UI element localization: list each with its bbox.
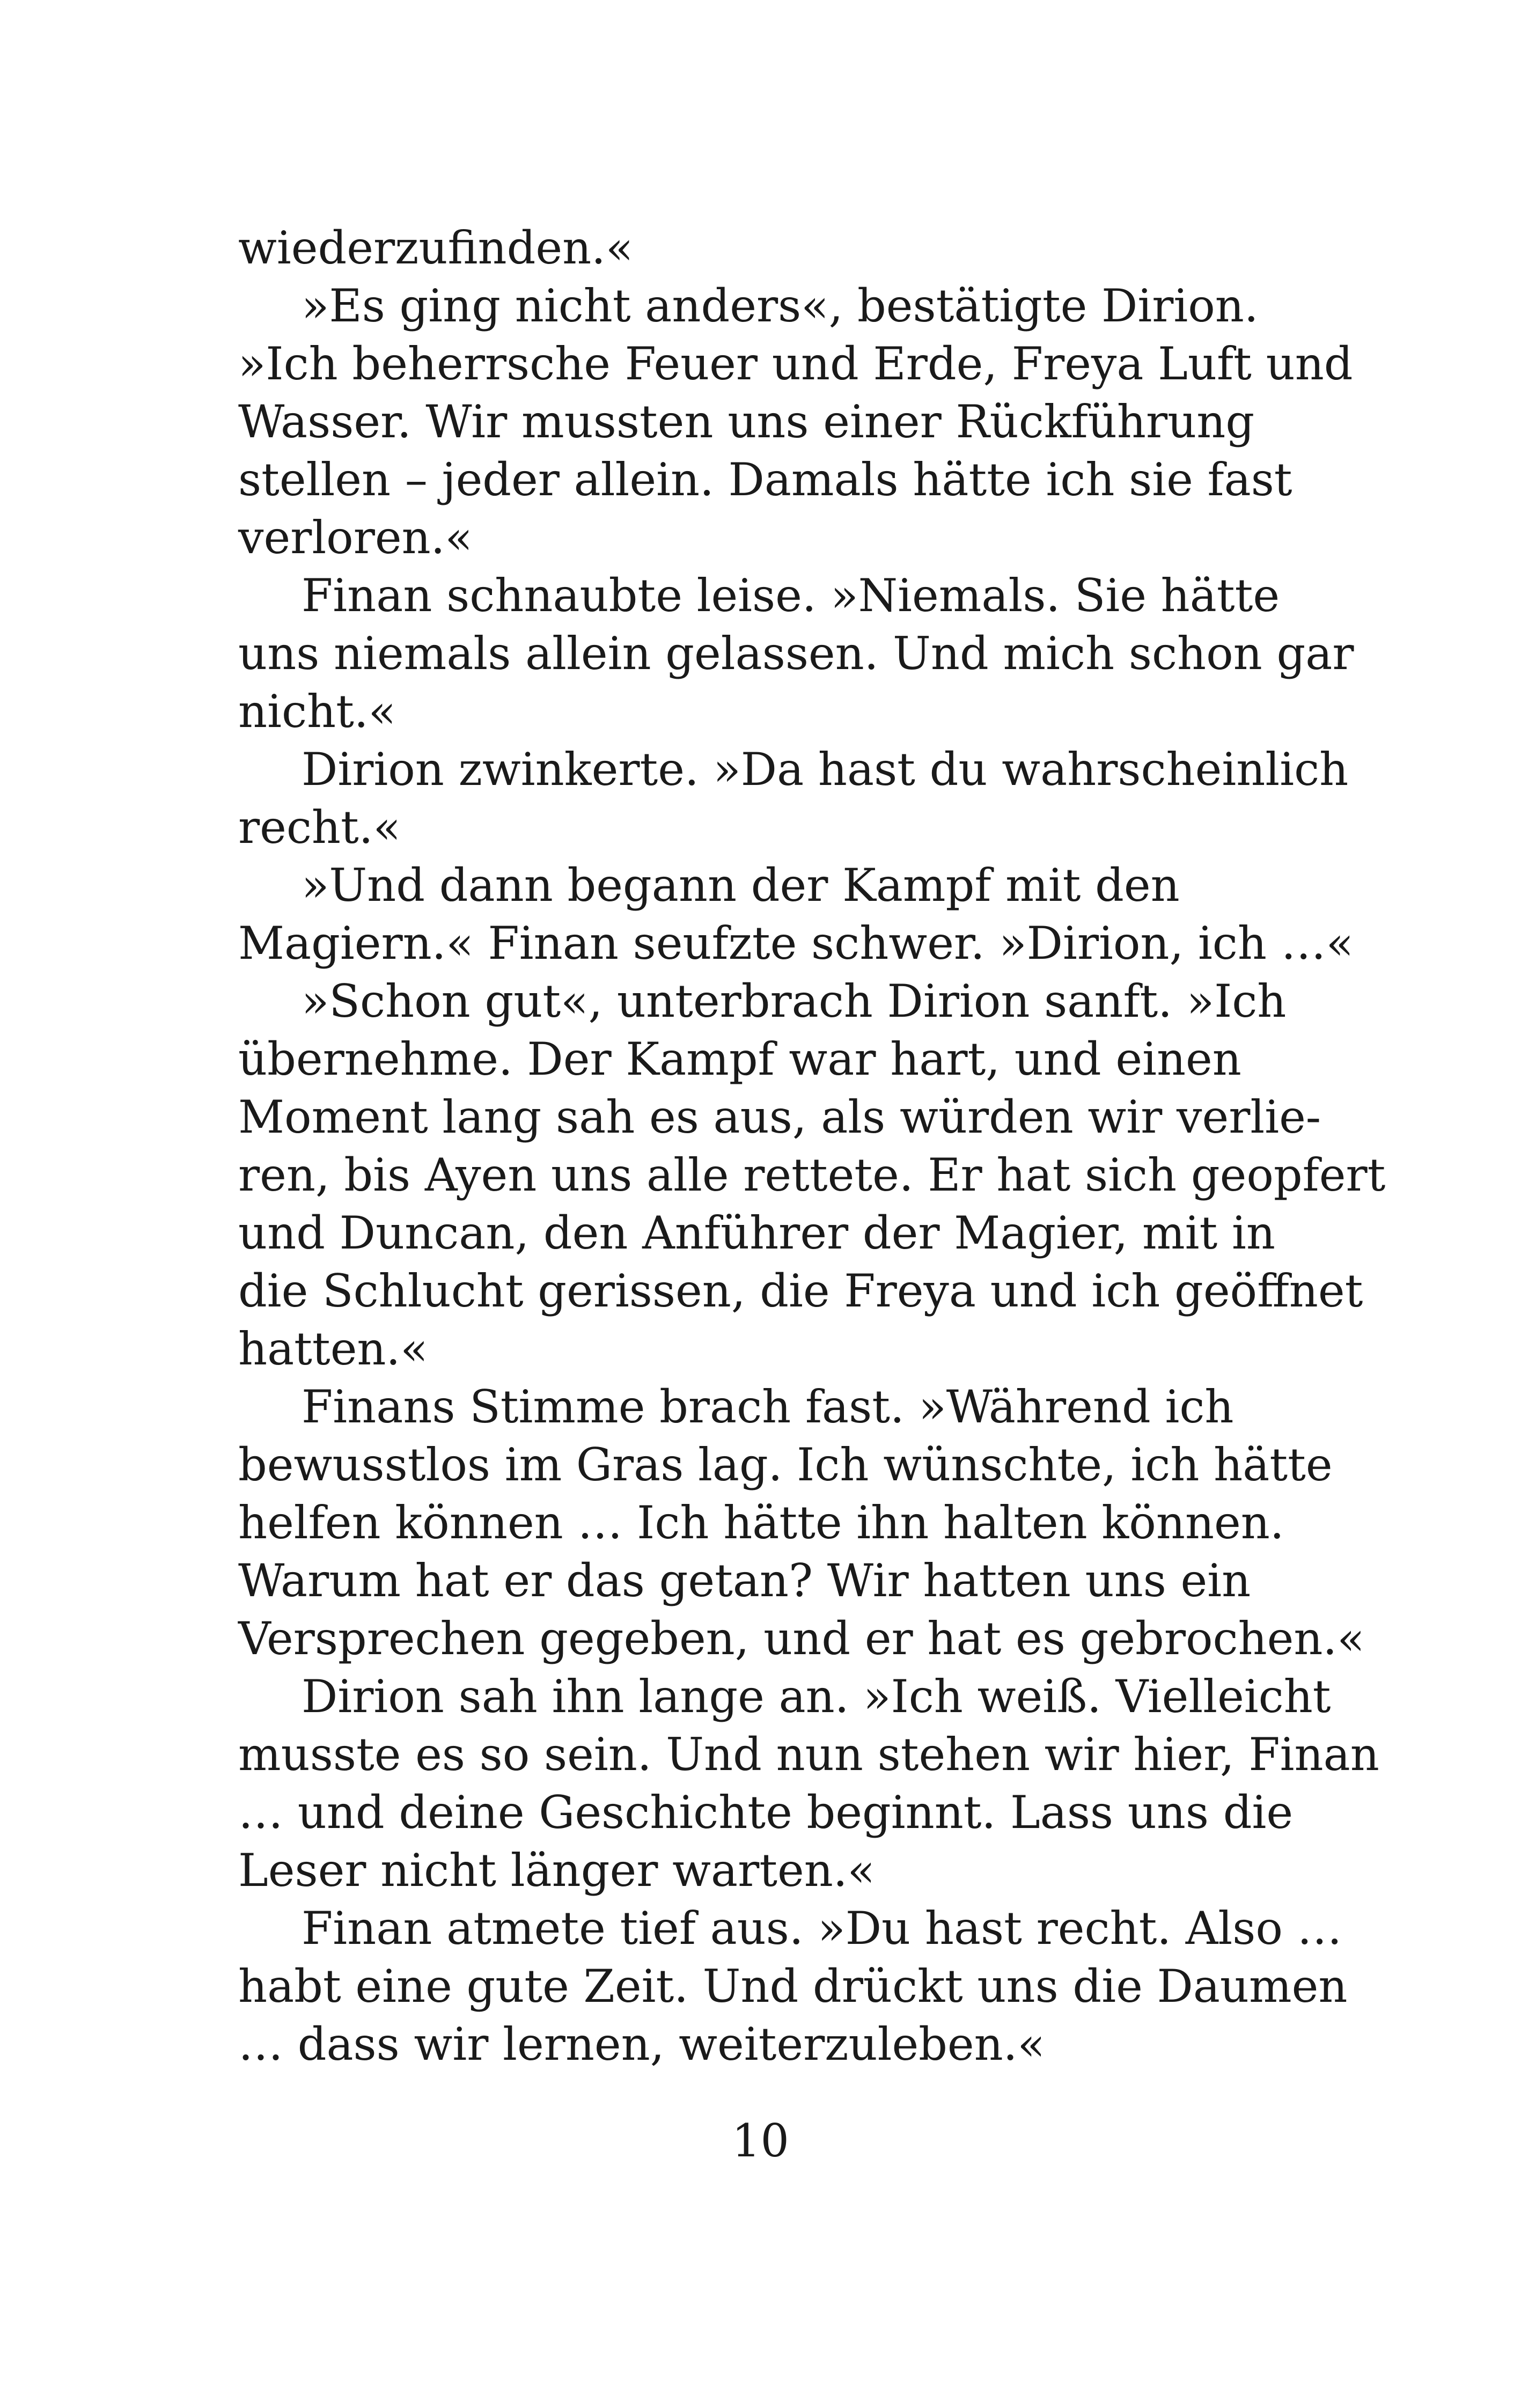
- text-line: Magiern.« Finan seufzte schwer. »Dirion, ich …«: [238, 917, 1354, 970]
- text-line: Versprechen gegeben, und er hat es gebrochen.«: [238, 1612, 1365, 1665]
- text-line: und Duncan, den Anführer der Magier, mit in: [238, 1207, 1275, 1259]
- text-line: nicht.«: [238, 685, 396, 738]
- text-line: Warum hat er das getan? Wir hatten uns ein: [238, 1554, 1251, 1607]
- text-line: »Es ging nicht anders«, bestätigte Dirion.: [302, 280, 1259, 332]
- text-line: recht.«: [238, 801, 401, 854]
- text-line: musste es so sein. Und nun stehen wir hier, Finan: [238, 1728, 1379, 1781]
- text-line: die Schlucht gerissen, die Freya und ich geöffnet: [238, 1265, 1363, 1317]
- text-line: übernehme. Der Kampf war hart, und einen: [238, 1033, 1241, 1085]
- body-text: [238, 219, 1386, 2073]
- text-line: Leser nicht länger warten.«: [238, 1844, 875, 1897]
- text-line: Wasser. Wir mussten uns einer Rückführung: [238, 395, 1255, 448]
- text-line: stellen – jeder allein. Damals hätte ich sie fast: [238, 453, 1292, 506]
- page-number: 10: [732, 2115, 789, 2167]
- text-line: »Schon gut«, unterbrach Dirion sanft. »Ich: [302, 975, 1287, 1027]
- text-line: habt eine gute Zeit. Und drückt uns die Daumen: [238, 1960, 1348, 2013]
- text-line: »Und dann begann der Kampf mit den: [302, 859, 1180, 912]
- text-line: Finan schnaubte leise. »Niemals. Sie hätte: [302, 569, 1280, 622]
- text-line: helfen können … Ich hätte ihn halten können.: [238, 1496, 1284, 1549]
- text-line: Finan atmete tief aus. »Du hast recht. Also …: [302, 1902, 1342, 1955]
- text-line: Dirion sah ihn lange an. »Ich weiß. Vielleicht: [302, 1670, 1331, 1723]
- text-line: Moment lang sah es aus, als würden wir verlie-: [238, 1091, 1321, 1143]
- text-line: wiederzufinden.«: [238, 222, 634, 274]
- text-line: hatten.«: [238, 1323, 428, 1375]
- text-line: verloren.«: [238, 511, 473, 564]
- text-line: ren, bis Ayen uns alle rettete. Er hat sich geopfert: [238, 1149, 1386, 1201]
- text-line: Dirion zwinkerte. »Da hast du wahrscheinlich: [302, 743, 1349, 796]
- text-line: Finans Stimme brach fast. »Während ich: [302, 1381, 1234, 1433]
- text-line: uns niemals allein gelassen. Und mich schon gar: [238, 627, 1354, 680]
- text-line: »Ich beherrsche Feuer und Erde, Freya Luft und: [238, 337, 1353, 390]
- text-line: bewusstlos im Gras lag. Ich wünschte, ich hätte: [238, 1438, 1333, 1491]
- text-line: … dass wir lernen, weiterzuleben.«: [238, 2018, 1045, 2071]
- text-line: … und deine Geschichte beginnt. Lass uns die: [238, 1786, 1294, 1839]
